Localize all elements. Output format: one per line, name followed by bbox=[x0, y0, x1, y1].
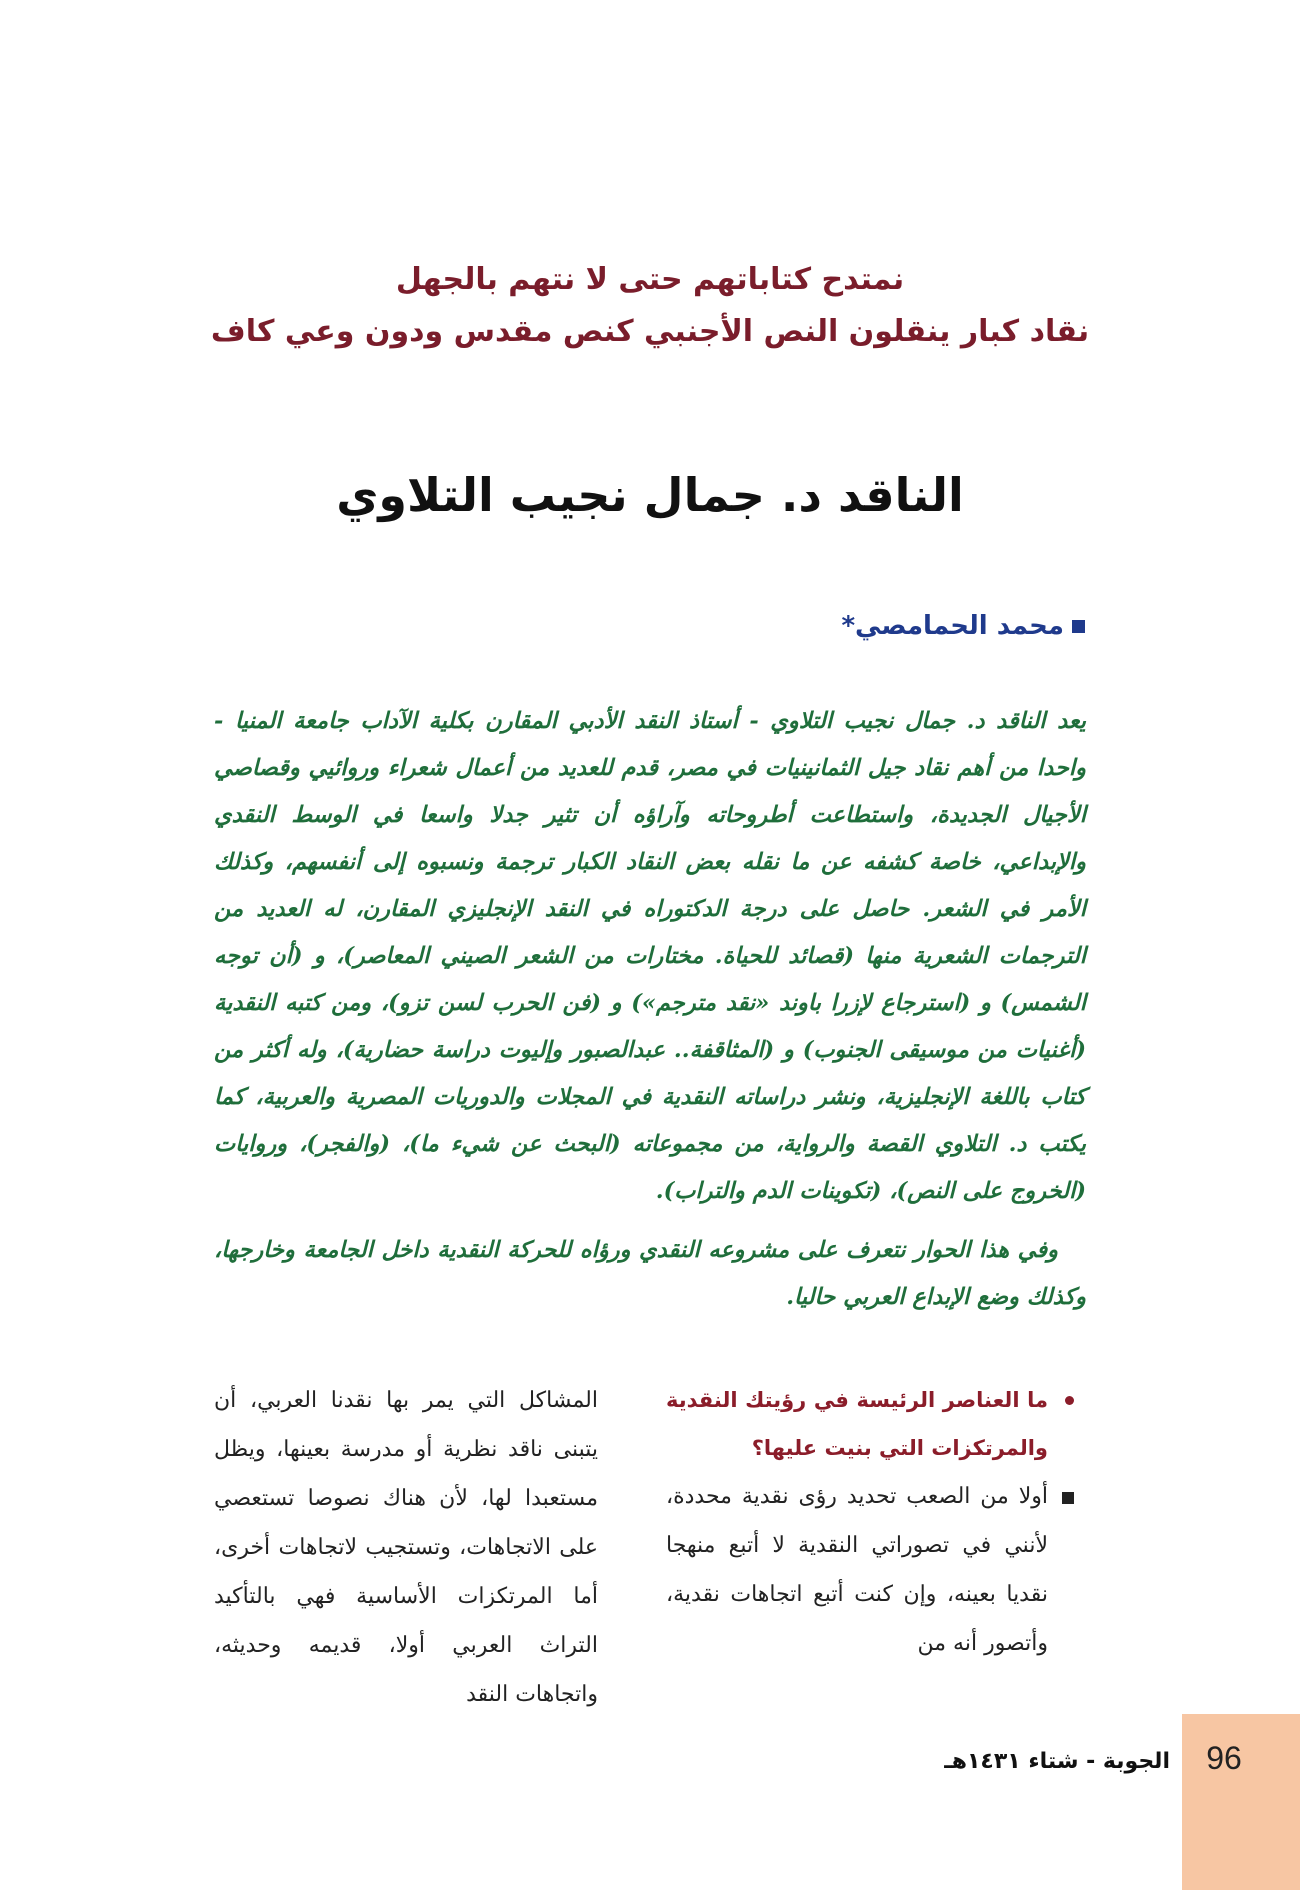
answer-text-left: المشاكل التي يمر بها نقدنا العربي، أن يتبنى ناقد نظرية أو مدرسة بعينها، ويظل مستعبدا لها، لأن هناك نصوصا تستعصي على الاتجاهات، وتستجيب لاتجاهات أخرى، أما المرتكزات الأساسية فهي بالتأكيد التراث العربي أولا، قديمه وحديثه، واتجاهات النقد bbox=[214, 1388, 598, 1707]
intro-paragraph-2: وفي هذا الحوار نتعرف على مشروعه النقدي ورؤاه للحركة النقدية داخل الجامعة وخارجها، وكذلك وضع الإبداع العربي حاليا. bbox=[214, 1237, 1086, 1310]
intro-paragraph-1: يعد الناقد د. جمال نجيب التلاوي - أستاذ النقد الأدبي المقارن بكلية الآداب جامعة المنيا - واحدا من أهم نقاد جيل الثمانينيات في مصر، قدم للعديد من أعمال شعراء وروائيي وقصاصي الأجيال الجديدة، واستطاعت أطروحاته وآراؤه أن تثير جدلا واسعا في الوسط النقدي والإبداعي، خاصة كشفه عن ما نقله بعض النقاد الكبار ترجمة ونسبوه إلى أنفسهم، وكذلك الأمر في الشعر. حاصل على درجة الدكتوراه في النقد الإنجليزي المقارن، له العديد من الترجمات الشعرية منها (قصائد للحياة. مختارات من الشعر الصيني المعاصر)، و (أن توجه الشمس) و (استرجاع لإزرا باوند «نقد مترجم») و (فن الحرب لسن تزو)، ومن كتبه النقدية (أغنيات من موسيقى الجنوب) و (المثاقفة.. عبدالصبور وإليوت دراسة حضارية)، وله أكثر من كتاب باللغة الإنجليزية، ونشر دراساته النقدية في المجلات والدوريات المصرية والعربية، كما يكتب د. التلاوي القصة والرواية، من مجموعاته (البحث عن شيء ما)، (والفجر)، وروايات (الخروج على النص)، (تكوينات الدم والتراب). bbox=[214, 708, 1086, 1204]
kicker-line-1: نمتدح كتاباتهم حتى لا نتهم بالجهل bbox=[395, 262, 905, 297]
byline-square-icon bbox=[1072, 620, 1085, 633]
page-number: 96 bbox=[1206, 1740, 1242, 1776]
answer-text-right: أولا من الصعب تحديد رؤى نقدية محددة، لأنني في تصوراتي النقدية لا أتبع منهجا نقديا بعينه، وإن كنت أتبع اتجاهات نقدية، وأتصور أنه من bbox=[666, 1484, 1048, 1656]
column-left bbox=[214, 1376, 598, 1719]
answer-bullet-icon bbox=[1062, 1492, 1074, 1504]
kicker-line-2: نقاد كبار ينقلون النص الأجنبي كنص مقدس ودون وعي كاف bbox=[210, 314, 1090, 349]
interview-answer-start bbox=[666, 1472, 1076, 1668]
author-name: محمد الحمامصي* bbox=[841, 611, 1064, 641]
byline bbox=[585, 606, 1085, 646]
issue-footer: الجوبة - شتاء ١٤٣١هـ bbox=[944, 1749, 1170, 1774]
intro-block bbox=[214, 698, 1086, 1321]
question-text: ما العناصر الرئيسة في رؤيتك النقدية والمرتكزات التي بنيت عليها؟ bbox=[666, 1388, 1048, 1460]
interview-question bbox=[666, 1376, 1076, 1472]
column-right bbox=[666, 1376, 1076, 1668]
article-title: الناقد د. جمال نجيب التلاوي bbox=[336, 468, 964, 522]
page-number-tab bbox=[1182, 1714, 1300, 1890]
question-bullet-icon bbox=[1065, 1396, 1074, 1405]
